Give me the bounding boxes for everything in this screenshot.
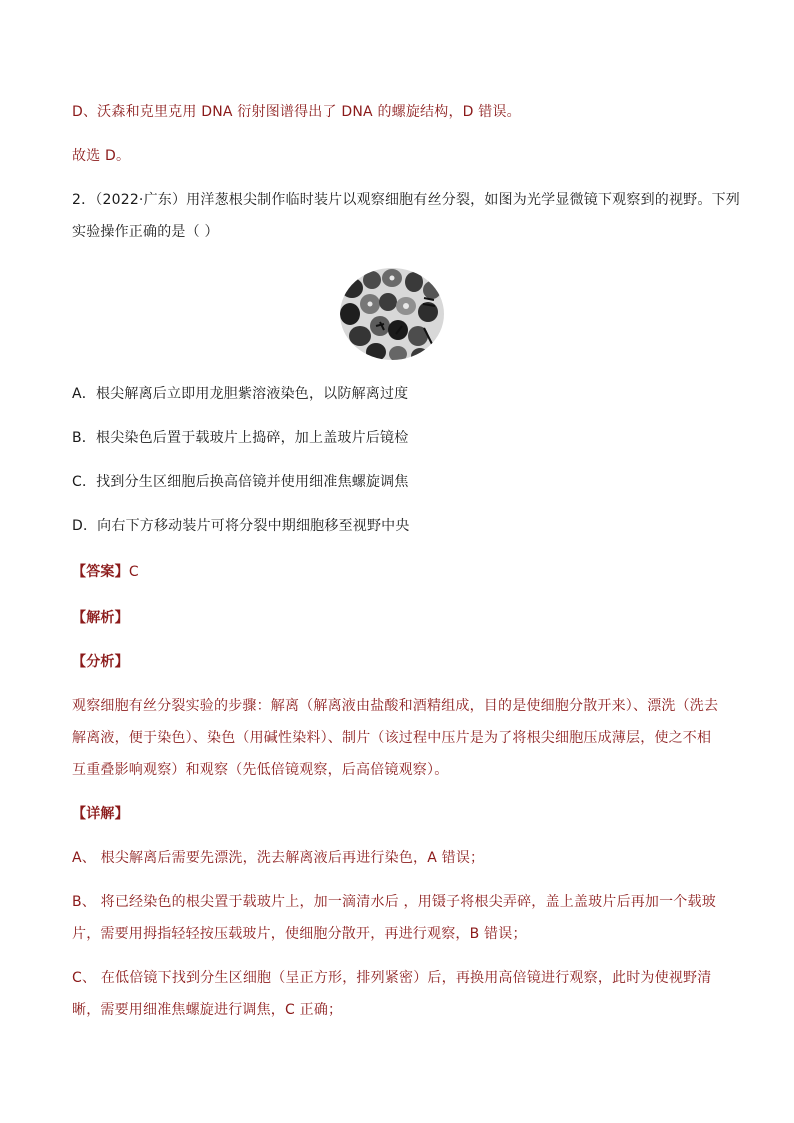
option-d: D．向右下方移动装片可将分裂中期细胞移至视野中央 — [72, 518, 410, 534]
detail-a: A、 根尖解离后需要先漂洗，洗去解离液后再进行染色，A 错误； — [72, 850, 485, 866]
fenxi-paragraph: 观察细胞有丝分裂实验的步骤：解离（解离液由盐酸和酒精组成，目的是使细胞分散开来）、漂洗（洗去解离液，便于染色）、染色（用碱性染料）、制片（该过程中压片是为了将根尖细胞压成薄层，使之不相互重叠影响观察）和观察（先低倍镜观察，后高倍镜观察）。 — [72, 698, 719, 778]
microscope-field-image — [336, 264, 448, 364]
detail-b: B、 将已经染色的根尖置于载玻片上，加一滴清水后 ，用镊子将根尖弄碎，盖上盖玻片后再加一个载玻片，需要用拇指轻轻按压载玻片，使细胞分散开，再进行观察，B 错误； — [72, 894, 716, 942]
option-a: A．根尖解离后立即用龙胆紫溶液染色，以防解离过度 — [72, 386, 409, 402]
answer-value: C — [128, 564, 139, 580]
fenxi-label: 【分析】 — [72, 654, 129, 670]
xiangjie-label: 【详解】 — [72, 806, 129, 822]
question-stem-line-2: 实验操作正确的是（ ） — [72, 224, 219, 240]
answer-label: 【答案】 — [72, 564, 129, 580]
option-b: B．根尖染色后置于载玻片上捣碎，加上盖玻片后镜检 — [72, 430, 409, 446]
option-c: C．找到分生区细胞后换高倍镜并使用细准焦螺旋调焦 — [72, 474, 409, 490]
answer-row — [72, 562, 139, 582]
question-stem-line-1: 2．（2022·广东）用洋葱根尖制作临时装片以观察细胞有丝分裂，如图为光学显微镜下观察到的视野。下列 — [72, 192, 740, 208]
previous-option-d-explanation: D、沃森和克里克用 DNA 衍射图谱得出了 DNA 的螺旋结构，D 错误。 — [72, 104, 521, 120]
detail-c: C、 在低倍镜下找到分生区细胞（呈正方形，排列紧密）后，再换用高倍镜进行观察，此时为使视野清晰，需要用细准焦螺旋进行调焦，C 正确； — [72, 970, 712, 1018]
previous-conclusion: 故选 D。 — [72, 148, 131, 164]
jiexi-label: 【解析】 — [72, 610, 129, 626]
